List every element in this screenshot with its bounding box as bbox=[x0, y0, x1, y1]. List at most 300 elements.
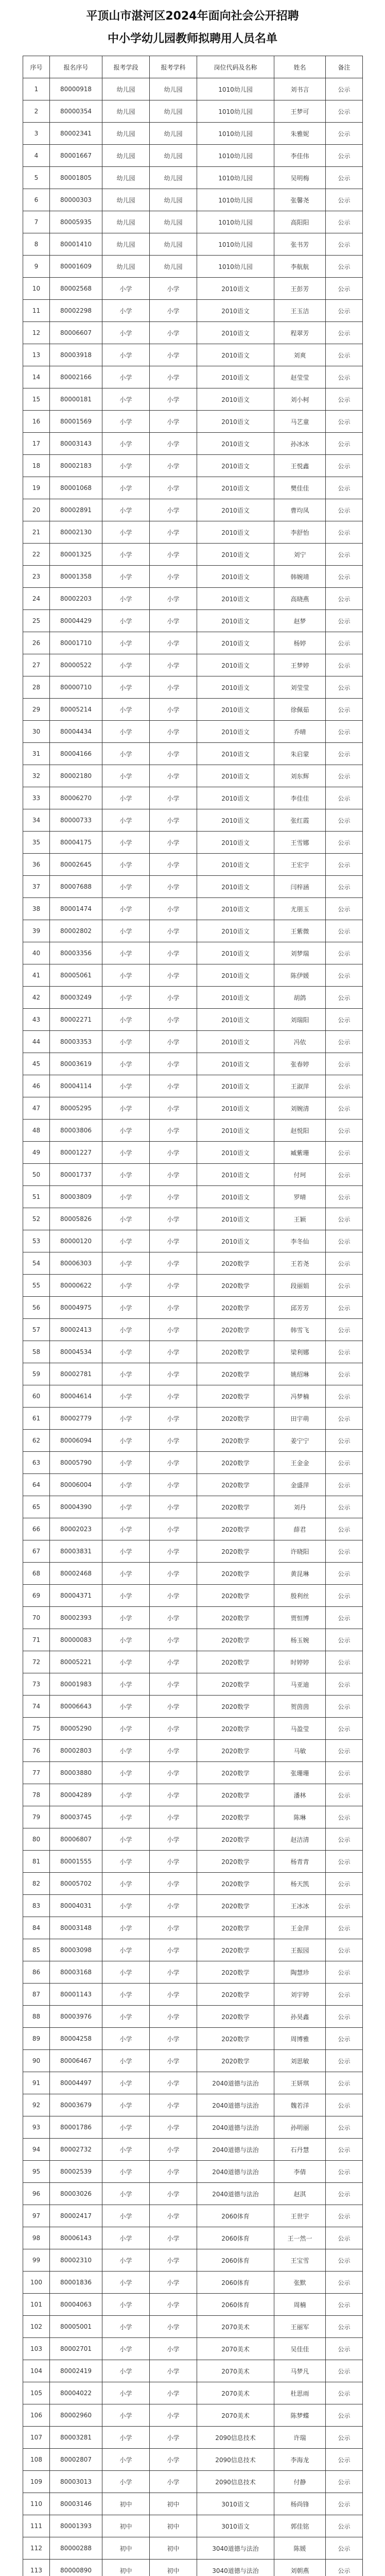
cell-col-registration-no: 80005214 bbox=[50, 699, 102, 721]
cell-col-position: 2040道德与法治 bbox=[197, 2116, 274, 2139]
cell-col-position: 2020数学 bbox=[197, 1496, 274, 1518]
cell-col-remark: 公示 bbox=[326, 1319, 363, 1341]
cell-col-position: 2020数学 bbox=[197, 1540, 274, 1563]
cell-col-index: 2 bbox=[23, 100, 50, 123]
cell-col-subject: 小学 bbox=[150, 411, 197, 433]
header-col-stage: 报考学段 bbox=[102, 56, 150, 78]
cell-col-remark: 公示 bbox=[326, 787, 363, 809]
cell-col-registration-no: 80003146 bbox=[50, 2493, 102, 2515]
cell-col-subject: 幼儿园 bbox=[150, 256, 197, 278]
cell-col-name: 张珊珊 bbox=[274, 1762, 326, 1784]
cell-col-remark: 公示 bbox=[326, 2404, 363, 2427]
cell-col-remark: 公示 bbox=[326, 433, 363, 455]
table-row bbox=[23, 765, 363, 787]
table-row bbox=[23, 2028, 363, 2050]
document-title-line-2: 中小学幼儿园教师拟聘用人员名单 bbox=[107, 32, 277, 45]
cell-col-name: 陈琳 bbox=[274, 1806, 326, 1828]
cell-col-name: 刘朝燕 bbox=[274, 2560, 326, 2576]
cell-col-remark: 公示 bbox=[326, 2227, 363, 2249]
cell-col-registration-no: 80001983 bbox=[50, 1673, 102, 1696]
table-row bbox=[23, 1452, 363, 1474]
cell-col-name: 韩婉靖 bbox=[274, 566, 326, 588]
cell-col-stage: 小学 bbox=[102, 344, 150, 366]
table-row bbox=[23, 1563, 363, 1585]
cell-col-position: 2010语文 bbox=[197, 388, 274, 411]
cell-col-registration-no: 80002781 bbox=[50, 1363, 102, 1385]
cell-col-remark: 公示 bbox=[326, 987, 363, 1009]
cell-col-subject: 小学 bbox=[150, 1031, 197, 1053]
cell-col-position: 2090信息技术 bbox=[197, 2427, 274, 2449]
cell-col-remark: 公示 bbox=[326, 809, 363, 832]
cell-col-subject: 小学 bbox=[150, 920, 197, 942]
cell-col-registration-no: 80004175 bbox=[50, 832, 102, 854]
cell-col-remark: 公示 bbox=[326, 1452, 363, 1474]
table-row bbox=[23, 964, 363, 987]
cell-col-index: 69 bbox=[23, 1585, 50, 1607]
cell-col-position: 2040道德与法治 bbox=[197, 2139, 274, 2161]
cell-col-subject: 小学 bbox=[150, 942, 197, 964]
cell-col-name: 邱芳芳 bbox=[274, 1297, 326, 1319]
cell-col-position: 1010幼儿园 bbox=[197, 256, 274, 278]
cell-col-name: 闫梓涵 bbox=[274, 876, 326, 898]
cell-col-registration-no: 80006303 bbox=[50, 1252, 102, 1275]
table-row bbox=[23, 1939, 363, 1961]
cell-col-remark: 公示 bbox=[326, 588, 363, 610]
cell-col-registration-no: 80001393 bbox=[50, 2515, 102, 2537]
cell-col-position: 2010语文 bbox=[197, 809, 274, 832]
cell-col-subject: 小学 bbox=[150, 1408, 197, 1430]
cell-col-stage: 小学 bbox=[102, 322, 150, 344]
cell-col-position: 2010语文 bbox=[197, 765, 274, 787]
cell-col-registration-no: 80005290 bbox=[50, 1718, 102, 1740]
cell-col-index: 80 bbox=[23, 1828, 50, 1851]
cell-col-stage: 小学 bbox=[102, 1917, 150, 1939]
cell-col-registration-no: 80003148 bbox=[50, 1917, 102, 1939]
cell-col-registration-no: 80000710 bbox=[50, 676, 102, 699]
cell-col-index: 62 bbox=[23, 1430, 50, 1452]
cell-col-registration-no: 80003168 bbox=[50, 1961, 102, 1984]
table-row bbox=[23, 787, 363, 809]
cell-col-remark: 公示 bbox=[326, 1762, 363, 1784]
cell-col-subject: 小学 bbox=[150, 699, 197, 721]
cell-col-position: 2020数学 bbox=[197, 1696, 274, 1718]
cell-col-registration-no: 80000288 bbox=[50, 2537, 102, 2560]
cell-col-remark: 公示 bbox=[326, 211, 363, 233]
cell-col-index: 103 bbox=[23, 2338, 50, 2360]
cell-col-registration-no: 80004429 bbox=[50, 610, 102, 632]
cell-col-position: 2020数学 bbox=[197, 1585, 274, 1607]
cell-col-registration-no: 80001667 bbox=[50, 145, 102, 167]
cell-col-index: 96 bbox=[23, 2183, 50, 2205]
cell-col-name: 刘宇婷 bbox=[274, 1984, 326, 2006]
table-row bbox=[23, 544, 363, 566]
table-row bbox=[23, 1120, 363, 1142]
cell-col-subject: 小学 bbox=[150, 1585, 197, 1607]
cell-col-index: 102 bbox=[23, 2316, 50, 2338]
cell-col-subject: 小学 bbox=[150, 2404, 197, 2427]
cell-col-subject: 小学 bbox=[150, 344, 197, 366]
cell-col-stage: 小学 bbox=[102, 1053, 150, 1075]
cell-col-remark: 公示 bbox=[326, 100, 363, 123]
table-row bbox=[23, 854, 363, 876]
cell-col-position: 2010语文 bbox=[197, 654, 274, 676]
cell-col-remark: 公示 bbox=[326, 2560, 363, 2576]
cell-col-name: 姚绍琳 bbox=[274, 1363, 326, 1385]
cell-col-remark: 公示 bbox=[326, 2449, 363, 2471]
cell-col-position: 2010语文 bbox=[197, 1075, 274, 1097]
cell-col-subject: 小学 bbox=[150, 1762, 197, 1784]
cell-col-remark: 公示 bbox=[326, 2515, 363, 2537]
table-row bbox=[23, 167, 363, 189]
cell-col-registration-no: 80006004 bbox=[50, 1474, 102, 1496]
cell-col-stage: 小学 bbox=[102, 1806, 150, 1828]
cell-col-stage: 小学 bbox=[102, 1762, 150, 1784]
table-row bbox=[23, 2205, 363, 2227]
cell-col-remark: 公示 bbox=[326, 2116, 363, 2139]
cell-col-registration-no: 80004166 bbox=[50, 743, 102, 765]
cell-col-index: 107 bbox=[23, 2427, 50, 2449]
cell-col-name: 刘书言 bbox=[274, 78, 326, 100]
cell-col-name: 赵洁清 bbox=[274, 1828, 326, 1851]
cell-col-index: 83 bbox=[23, 1895, 50, 1917]
cell-col-name: 张馨尧 bbox=[274, 189, 326, 211]
cell-col-registration-no: 80002271 bbox=[50, 1009, 102, 1031]
cell-col-remark: 公示 bbox=[326, 964, 363, 987]
cell-col-index: 29 bbox=[23, 699, 50, 721]
cell-col-name: 王振园 bbox=[274, 1939, 326, 1961]
cell-col-name: 王悦鑫 bbox=[274, 455, 326, 477]
cell-col-remark: 公示 bbox=[326, 189, 363, 211]
cell-col-registration-no: 80004434 bbox=[50, 721, 102, 743]
table-row bbox=[23, 2094, 363, 2116]
cell-col-position: 2010语文 bbox=[197, 366, 274, 388]
cell-col-registration-no: 80004289 bbox=[50, 1784, 102, 1806]
cell-col-registration-no: 80001836 bbox=[50, 2272, 102, 2294]
cell-col-subject: 小学 bbox=[150, 566, 197, 588]
cell-col-name: 赵梦 bbox=[274, 610, 326, 632]
cell-col-stage: 小学 bbox=[102, 1385, 150, 1408]
cell-col-stage: 小学 bbox=[102, 2205, 150, 2227]
cell-col-subject: 幼儿园 bbox=[150, 100, 197, 123]
cell-col-index: 28 bbox=[23, 676, 50, 699]
cell-col-registration-no: 80006807 bbox=[50, 1828, 102, 1851]
cell-col-position: 2010语文 bbox=[197, 1097, 274, 1120]
cell-col-position: 2010语文 bbox=[197, 1031, 274, 1053]
cell-col-index: 55 bbox=[23, 1275, 50, 1297]
cell-col-stage: 小学 bbox=[102, 1186, 150, 1208]
table-row bbox=[23, 100, 363, 123]
cell-col-index: 8 bbox=[23, 233, 50, 256]
cell-col-registration-no: 80006143 bbox=[50, 2227, 102, 2249]
cell-col-position: 2010语文 bbox=[197, 300, 274, 322]
cell-col-name: 陈梦蝶 bbox=[274, 2404, 326, 2427]
cell-col-subject: 小学 bbox=[150, 1784, 197, 1806]
cell-col-stage: 小学 bbox=[102, 1252, 150, 1275]
cell-col-subject: 小学 bbox=[150, 1696, 197, 1718]
cell-col-remark: 公示 bbox=[326, 2183, 363, 2205]
document-header bbox=[0, 0, 385, 50]
cell-col-position: 2010语文 bbox=[197, 721, 274, 743]
cell-col-remark: 公示 bbox=[326, 2205, 363, 2227]
cell-col-subject: 初中 bbox=[150, 2560, 197, 2576]
table-row bbox=[23, 1806, 363, 1828]
cell-col-name: 田宇萌 bbox=[274, 1408, 326, 1430]
cell-col-position: 2010语文 bbox=[197, 588, 274, 610]
table-row bbox=[23, 2183, 363, 2205]
cell-col-subject: 幼儿园 bbox=[150, 123, 197, 145]
table-row bbox=[23, 499, 363, 521]
cell-col-stage: 小学 bbox=[102, 2006, 150, 2028]
table-row bbox=[23, 1518, 363, 1540]
cell-col-remark: 公示 bbox=[326, 876, 363, 898]
cell-col-name: 陈媛 bbox=[274, 2537, 326, 2560]
cell-col-name: 张春婷 bbox=[274, 1053, 326, 1075]
table-row bbox=[23, 721, 363, 743]
table-row bbox=[23, 1762, 363, 1784]
cell-col-index: 66 bbox=[23, 1518, 50, 1540]
cell-col-remark: 公示 bbox=[326, 1230, 363, 1252]
table-row bbox=[23, 1341, 363, 1363]
cell-col-index: 85 bbox=[23, 1939, 50, 1961]
cell-col-stage: 小学 bbox=[102, 1673, 150, 1696]
cell-col-name: 梁利娜 bbox=[274, 1341, 326, 1363]
cell-col-subject: 小学 bbox=[150, 765, 197, 787]
cell-col-position: 3010语文 bbox=[197, 2493, 274, 2515]
cell-col-subject: 小学 bbox=[150, 1319, 197, 1341]
cell-col-remark: 公示 bbox=[326, 1275, 363, 1297]
cell-col-index: 87 bbox=[23, 1984, 50, 2006]
cell-col-index: 34 bbox=[23, 809, 50, 832]
cell-col-registration-no: 80003013 bbox=[50, 2471, 102, 2493]
cell-col-position: 2010语文 bbox=[197, 477, 274, 499]
cell-col-subject: 小学 bbox=[150, 2249, 197, 2272]
cell-col-registration-no: 80003918 bbox=[50, 344, 102, 366]
cell-col-name: 朱雅妮 bbox=[274, 123, 326, 145]
cell-col-position: 1010幼儿园 bbox=[197, 233, 274, 256]
table-row bbox=[23, 145, 363, 167]
cell-col-position: 2020数学 bbox=[197, 1828, 274, 1851]
cell-col-remark: 公示 bbox=[326, 1828, 363, 1851]
cell-col-name: 李航航 bbox=[274, 256, 326, 278]
table-row bbox=[23, 654, 363, 676]
cell-col-registration-no: 80004063 bbox=[50, 2294, 102, 2316]
cell-col-registration-no: 80005295 bbox=[50, 1097, 102, 1120]
cell-col-position: 2020数学 bbox=[197, 1607, 274, 1629]
cell-col-name: 刘婉清 bbox=[274, 1097, 326, 1120]
cell-col-stage: 小学 bbox=[102, 1496, 150, 1518]
cell-col-position: 2070美术 bbox=[197, 2338, 274, 2360]
cell-col-registration-no: 80003745 bbox=[50, 1806, 102, 1828]
cell-col-position: 2020数学 bbox=[197, 1252, 274, 1275]
cell-col-subject: 小学 bbox=[150, 1740, 197, 1762]
table-body bbox=[23, 78, 363, 2576]
document-title-line-1: 平顶山市湛河区2024年面向社会公开招聘 bbox=[86, 10, 299, 23]
table-row bbox=[23, 1718, 363, 1740]
cell-col-index: 88 bbox=[23, 2006, 50, 2028]
cell-col-index: 94 bbox=[23, 2139, 50, 2161]
table-row bbox=[23, 2382, 363, 2404]
cell-col-position: 2020数学 bbox=[197, 1452, 274, 1474]
cell-col-registration-no: 80004114 bbox=[50, 1075, 102, 1097]
cell-col-subject: 幼儿园 bbox=[150, 233, 197, 256]
cell-col-index: 41 bbox=[23, 964, 50, 987]
cell-col-position: 2040道德与法治 bbox=[197, 2183, 274, 2205]
cell-col-index: 112 bbox=[23, 2537, 50, 2560]
cell-col-registration-no: 80001474 bbox=[50, 898, 102, 920]
cell-col-registration-no: 80002183 bbox=[50, 455, 102, 477]
cell-col-position: 2010语文 bbox=[197, 344, 274, 366]
cell-col-stage: 小学 bbox=[102, 2161, 150, 2183]
cell-col-stage: 小学 bbox=[102, 743, 150, 765]
cell-col-position: 2010语文 bbox=[197, 521, 274, 544]
cell-col-remark: 公示 bbox=[326, 1053, 363, 1075]
cell-col-registration-no: 80004371 bbox=[50, 1585, 102, 1607]
cell-col-stage: 小学 bbox=[102, 1585, 150, 1607]
cell-col-position: 2020数学 bbox=[197, 2028, 274, 2050]
cell-col-name: 王冰冰 bbox=[274, 1895, 326, 1917]
table-row bbox=[23, 1740, 363, 1762]
cell-col-stage: 小学 bbox=[102, 1873, 150, 1895]
cell-col-remark: 公示 bbox=[326, 1895, 363, 1917]
cell-col-name: 赵悦阳 bbox=[274, 1120, 326, 1142]
cell-col-subject: 小学 bbox=[150, 1518, 197, 1540]
cell-col-registration-no: 80000303 bbox=[50, 189, 102, 211]
cell-col-index: 11 bbox=[23, 300, 50, 322]
cell-col-index: 58 bbox=[23, 1341, 50, 1363]
cell-col-name: 王彭芳 bbox=[274, 278, 326, 300]
cell-col-position: 2020数学 bbox=[197, 1319, 274, 1341]
cell-col-name: 陈伊媛 bbox=[274, 964, 326, 987]
cell-col-stage: 小学 bbox=[102, 2360, 150, 2382]
cell-col-remark: 公示 bbox=[326, 322, 363, 344]
cell-col-position: 2020数学 bbox=[197, 1917, 274, 1939]
cell-col-name: 孙昊鑫 bbox=[274, 2006, 326, 2028]
cell-col-index: 18 bbox=[23, 455, 50, 477]
cell-col-remark: 公示 bbox=[326, 2360, 363, 2382]
cell-col-position: 2060体育 bbox=[197, 2205, 274, 2227]
cell-col-position: 2020数学 bbox=[197, 2006, 274, 2028]
cell-col-name: 王若尧 bbox=[274, 1252, 326, 1275]
cell-col-subject: 小学 bbox=[150, 2161, 197, 2183]
cell-col-name: 李倩 bbox=[274, 2161, 326, 2183]
cell-col-name: 贺茵茵 bbox=[274, 1696, 326, 1718]
cell-col-registration-no: 80006094 bbox=[50, 1430, 102, 1452]
cell-col-stage: 幼儿园 bbox=[102, 167, 150, 189]
cell-col-remark: 公示 bbox=[326, 1363, 363, 1385]
table-row bbox=[23, 2072, 363, 2094]
cell-col-position: 2010语文 bbox=[197, 1120, 274, 1142]
cell-col-registration-no: 80005001 bbox=[50, 2316, 102, 2338]
cell-col-remark: 公示 bbox=[326, 1385, 363, 1408]
cell-col-registration-no: 80003098 bbox=[50, 1939, 102, 1961]
cell-col-subject: 小学 bbox=[150, 854, 197, 876]
cell-col-position: 2070美术 bbox=[197, 2316, 274, 2338]
cell-col-name: 孙明丽 bbox=[274, 2116, 326, 2139]
table-row bbox=[23, 2338, 363, 2360]
cell-col-index: 35 bbox=[23, 832, 50, 854]
cell-col-stage: 小学 bbox=[102, 1009, 150, 1031]
cell-col-registration-no: 80002645 bbox=[50, 854, 102, 876]
cell-col-position: 1010幼儿园 bbox=[197, 167, 274, 189]
cell-col-registration-no: 80004258 bbox=[50, 2028, 102, 2050]
cell-col-index: 5 bbox=[23, 167, 50, 189]
cell-col-registration-no: 80004031 bbox=[50, 1895, 102, 1917]
cell-col-registration-no: 80004390 bbox=[50, 1496, 102, 1518]
cell-col-position: 2040道德与法治 bbox=[197, 2094, 274, 2116]
cell-col-position: 2020数学 bbox=[197, 1961, 274, 1984]
cell-col-stage: 幼儿园 bbox=[102, 100, 150, 123]
cell-col-subject: 小学 bbox=[150, 455, 197, 477]
cell-col-name: 许晓阳 bbox=[274, 1540, 326, 1563]
cell-col-name: 赵淇 bbox=[274, 2183, 326, 2205]
cell-col-index: 106 bbox=[23, 2404, 50, 2427]
cell-col-remark: 公示 bbox=[326, 1075, 363, 1097]
cell-col-registration-no: 80001227 bbox=[50, 1142, 102, 1164]
table-row bbox=[23, 2360, 363, 2382]
table-row bbox=[23, 300, 363, 322]
table-row bbox=[23, 1408, 363, 1430]
cell-col-subject: 小学 bbox=[150, 876, 197, 898]
cell-col-index: 110 bbox=[23, 2493, 50, 2515]
cell-col-position: 2060体育 bbox=[197, 2227, 274, 2249]
cell-col-registration-no: 80000181 bbox=[50, 388, 102, 411]
cell-col-position: 1010幼儿园 bbox=[197, 211, 274, 233]
cell-col-registration-no: 80002468 bbox=[50, 1563, 102, 1585]
cell-col-position: 2020数学 bbox=[197, 1341, 274, 1363]
cell-col-stage: 小学 bbox=[102, 964, 150, 987]
cell-col-subject: 小学 bbox=[150, 676, 197, 699]
cell-col-stage: 小学 bbox=[102, 588, 150, 610]
cell-col-index: 44 bbox=[23, 1031, 50, 1053]
cell-col-name: 杨青青 bbox=[274, 1851, 326, 1873]
applicant-table bbox=[23, 56, 363, 2576]
cell-col-index: 111 bbox=[23, 2515, 50, 2537]
cell-col-subject: 小学 bbox=[150, 2116, 197, 2139]
cell-col-index: 3 bbox=[23, 123, 50, 145]
cell-col-name: 王雪娜 bbox=[274, 832, 326, 854]
cell-col-stage: 小学 bbox=[102, 2316, 150, 2338]
cell-col-position: 2010语文 bbox=[197, 920, 274, 942]
cell-col-position: 2020数学 bbox=[197, 1873, 274, 1895]
cell-col-index: 22 bbox=[23, 544, 50, 566]
cell-col-remark: 公示 bbox=[326, 2316, 363, 2338]
cell-col-stage: 小学 bbox=[102, 1430, 150, 1452]
cell-col-registration-no: 80006607 bbox=[50, 322, 102, 344]
cell-col-registration-no: 80002341 bbox=[50, 123, 102, 145]
cell-col-stage: 小学 bbox=[102, 2183, 150, 2205]
cell-col-remark: 公示 bbox=[326, 300, 363, 322]
cell-col-subject: 小学 bbox=[150, 1563, 197, 1585]
cell-col-position: 2020数学 bbox=[197, 1408, 274, 1430]
table-row bbox=[23, 832, 363, 854]
cell-col-subject: 小学 bbox=[150, 1939, 197, 1961]
cell-col-stage: 小学 bbox=[102, 721, 150, 743]
cell-col-stage: 小学 bbox=[102, 832, 150, 854]
cell-col-index: 100 bbox=[23, 2272, 50, 2294]
cell-col-index: 10 bbox=[23, 278, 50, 300]
cell-col-subject: 小学 bbox=[150, 1142, 197, 1164]
cell-col-stage: 小学 bbox=[102, 2404, 150, 2427]
cell-col-index: 73 bbox=[23, 1673, 50, 1696]
cell-col-stage: 小学 bbox=[102, 632, 150, 654]
cell-col-remark: 公示 bbox=[326, 1252, 363, 1275]
cell-col-subject: 小学 bbox=[150, 2072, 197, 2094]
table-row bbox=[23, 2493, 363, 2515]
cell-col-name: 薛君 bbox=[274, 1518, 326, 1540]
cell-col-name: 乔晴 bbox=[274, 721, 326, 743]
cell-col-position: 2020数学 bbox=[197, 1762, 274, 1784]
cell-col-name: 王紫微 bbox=[274, 920, 326, 942]
